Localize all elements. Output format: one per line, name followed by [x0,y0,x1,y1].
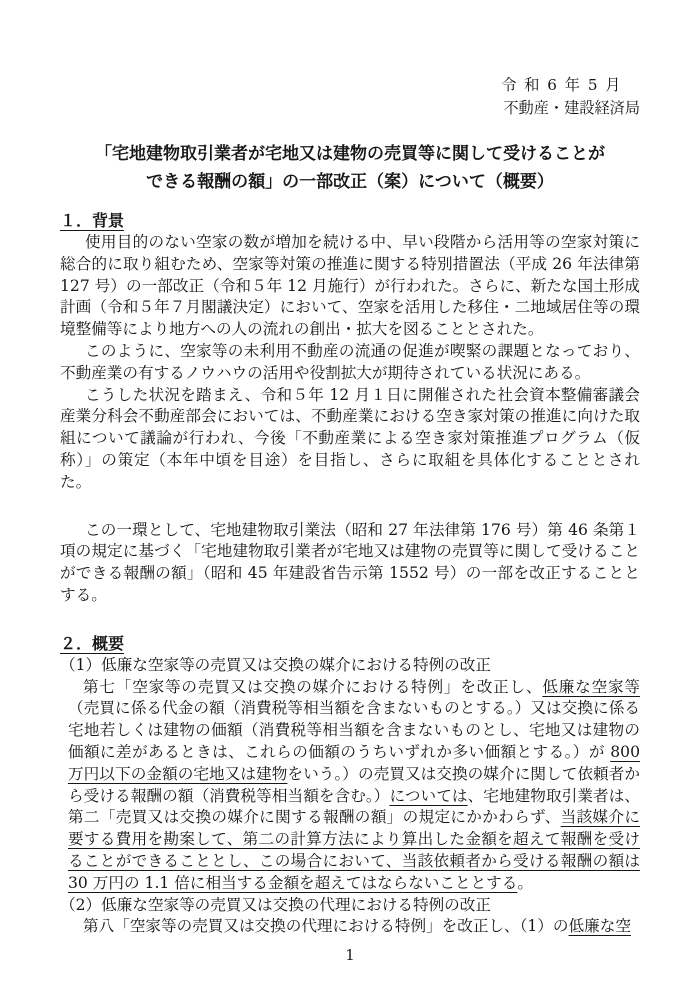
section2-heading: ２．概要 [60,633,125,653]
item2-heading: （2）低廉な空家等の売買又は交換の代理における特例の改正 [60,895,491,914]
underlined-text: 800 万円以下の金額の宅地又は建物 [68,742,640,783]
underlined-text: については [389,786,468,805]
text-run: 第八「空家等の売買又は交換の代理における特例」を改正し、（1）の [83,917,569,936]
item1-heading: （1）低廉な空家等の売買又は交換の媒介における特例の改正 [60,655,491,674]
date-line: 令 和 6 年 5 月 [501,76,622,94]
text-run: （売買に係る代金の額（消費税等相当額を含まないものとする。）又は交換に係る宅地若しくは建物の価額（消費税等相当額を含まないものとし、宅地又は建物の価額に差があるときは、これらの価額のうちいずれか多い価額とする。）が [68,699,640,761]
item1-body [68,677,640,895]
background-paragraph-3: こうした状況を踏まえ、令和５年 12 月１日に開催された社会資本整備審議会産業分科会不動産部会においては、不動産業における空き家対策の推進に向けた取組について議論が行われ、今後「不動産業による空き家対策推進プログラム（仮称）」の策定（本年中頃を目途）を目指し、さらに取組を具体化することとされた。 [60,385,640,491]
text-run: 。 [517,873,533,892]
background-paragraph-4: この一環として、宅地建物取引業法（昭和 27 年法律第 176 号）第 46 条第１項の規定に基づく「宅地建物取引業者が宅地又は建物の売買等に関して受けることができる報酬の額」（昭和 45 年建設省告示第 1552 号）の一部を改正することとする。 [60,520,640,604]
section1-heading: １．背景 [60,211,125,230]
page-number: 1 [345,946,355,964]
underlined-text: 低廉な空 [568,917,631,936]
background-paragraph-2: このように、空家等の未利用不動産の流通の促進が喫緊の課題となっており、不動産業の有するノウハウの活用や役割拡大が期待されている状況にある。 [60,341,640,382]
document-meta [60,74,640,120]
underlined-text: 当該媒介に要する費用を勘案して、第二の計算方法により算出した金額を超えて報酬を受けることができることとし、この場合において、当該依頼者から受ける報酬の額は 30 万円の 1.1 倍に相当する金額を超えてはならないこととする [68,808,640,892]
text-run: 、宅地建物取引業者は、第二「売買又は交換の媒介に関する報酬の額」の規定にかかわらず、 [68,786,640,827]
underlined-text: 低廉な空家等 [542,677,640,696]
text-run: をいう。）の売買又は交換の媒介に関して依頼者から受ける報酬の額（消費税等相当額を含む。） [68,764,640,805]
title-line-1: 「宅地建物取引業者が宅地又は建物の売買等に関して受けることが [95,144,605,164]
title-line-2: できる報酬の額」の一部改正（案）について（概要） [146,172,554,192]
department-line: 不動産・建設経済局 [503,99,640,117]
text-run: 第七「空家等の売買又は交換の媒介における特例」を改正し、 [83,677,543,696]
background-paragraph-1: 使用目的のない空家の数が増加を続ける中、早い段階から活用等の空家対策に総合的に取り組むため、空家等対策の推進に関する特別措置法（平成 26 年法律第 127 号）の一部改正（令和５年 12 月施行）が行われた。さらに、新たな国土形成計画（令和５年７月閣議決定）において、空家を活用した移住・二地域居住等の環境整備等により地方への人の流れの創出・拡大を図ることとされた。 [60,233,640,339]
item2-body [68,916,640,938]
document-title [60,140,640,196]
